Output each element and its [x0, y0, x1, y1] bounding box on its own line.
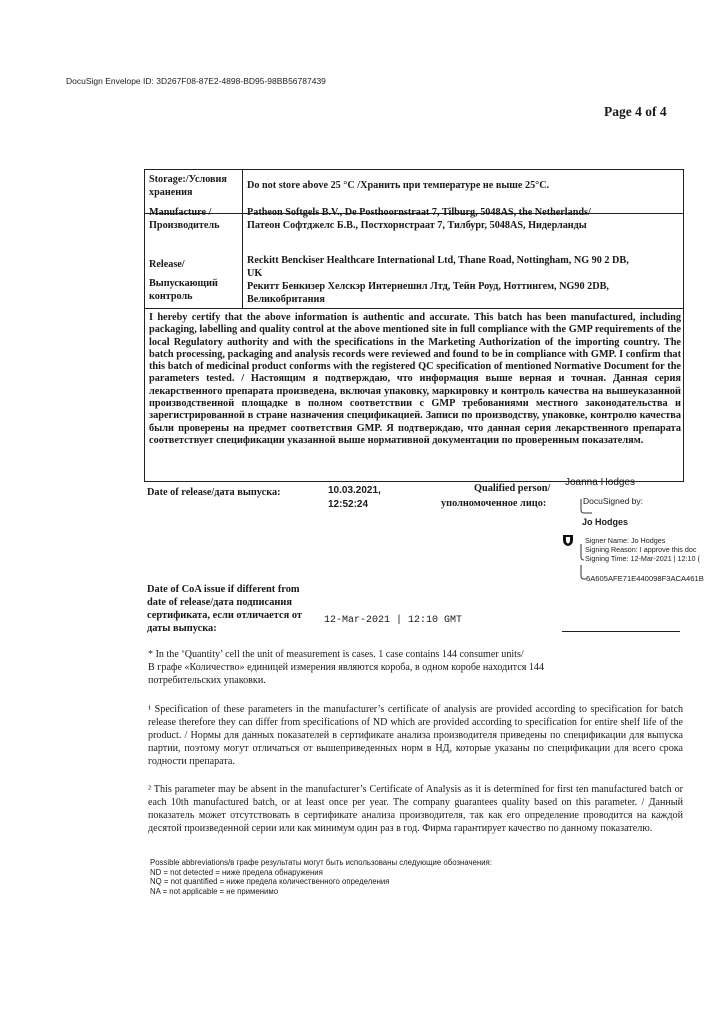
quantity-note: * In the ‘Quantity’ cell the unit of measurement is cases. 1 case contains 144 consumer units/ В графе «Количество» единицей измерения являются короба, в одном коробе находится 144 потребительских упаковки. — [148, 649, 544, 686]
abbreviations-legend: Possible abbreviations/в графе результаты могут быть использованы следующие обозначения: ND = not detected = ниже предела обнаружения NQ = not quantified = ниже предела количественного определения NA = not applicable = не применимо — [150, 858, 492, 896]
release-label: Release/ Выпускающий контроль — [149, 259, 218, 302]
table-column-divider — [242, 170, 243, 308]
release-value: Reckitt Benckiser Healthcare International Ltd, Thane Road, Nottingham, NG 90 2 DB, UK Рекитт Бенкизер Хелскэр Интернешнл Лтд, Тейн Роуд, Ноттингем, NG90 2DB, Великобритания — [247, 255, 629, 305]
storage-label: Storage:/Условия хранения — [149, 174, 227, 198]
release-date-value: 10.03.2021, 12:52:24 — [328, 485, 381, 510]
page-number: Page 4 of 4 — [604, 104, 667, 119]
storage-value: Do not store above 25 °C /Хранить при температуре не выше 25°C. — [247, 180, 550, 191]
signer-details: Signer Name: Jo Hodges Signing Reason: I approve this doc Signing Time: 12-Mar-2021 | 12:10 ( — [585, 536, 700, 563]
docusign-shield-icon — [562, 534, 574, 547]
qualified-person-name: Joanna Hodges — [565, 477, 636, 488]
docusign-hash: 6A605AFE71E440098F3ACA461B — [586, 574, 704, 583]
docusign-envelope-id: DocuSign Envelope ID: 3D267F08-87E2-4898-BD95-98BB56787439 — [66, 76, 326, 86]
footnote-1: ¹ Specification of these parameters in the manufacturer’s certificate of analysis are provided according to specification for batch release therefore they can differ from specifications of ND which are provided according to specification for entire shelf life of the product. / Нормы для данных показателей в сертификате анализа производителя приведены по спецификации для выпуска партии, поэтому могут отличаться от вышеприведенных норм в НД, которые указаны по спецификации для всего срока годности препарата. — [148, 704, 683, 767]
docusigned-by-label: DocuSigned by: — [583, 496, 644, 506]
manufacture-value: Patheon Softgels B.V., De Posthoornstraat 7, Tilburg, 5048AS, the Netherlands/ Патеон Софтджелс Б.В., Постхорнстраат 7, Тилбург, 5048AS, Нидерланды — [247, 207, 591, 231]
certification-statement: I hereby certify that the above information is authentic and accurate. This batch has been manufactured, including packaging, labelling and quality control at the above mentioned site in full compliance with the GMP requirements of the local Regulatory authority and with the specifications in the Marketing Authorization of the importing country. The batch processing, packaging and analysis records were reviewed and found to be in compliance with GMP. I confirm that this batch of medicinal product conforms with the registered QC specification of mentioned Normative Document for the parameters tested. / Настоящим я подтверждаю, что информация выше верная и точная. Данная серия лекарственного препарата произведена, включая упаковку, маркировку и контроль качества на вышеуказанной производственной площадке в полном соответствии с GMP требованиями местного законодательства и зарегистрированной в стране назначения спецификацией. Записи по производству, упаковке, контролю качества были проверены на предмет соответствия GMP. Я подтверждаю, что данная серия лекарственного препарата соответствует спецификации указанной выше нормативной документации по проверенным показателям. — [149, 312, 681, 446]
signature-underline — [562, 631, 680, 632]
table-divider — [145, 308, 683, 309]
release-date-label: Date of release/дата выпуска: — [147, 487, 281, 498]
docusign-signature-block — [572, 494, 722, 594]
qualified-person-label-en: Qualified person/ — [474, 483, 551, 494]
coa-date-value: 12-Mar-2021 | 12:10 GMT — [324, 615, 463, 626]
manufacture-label: Manufacture / Производитель — [149, 207, 220, 231]
certificate-table — [144, 169, 684, 482]
footnote-2: ² This parameter may be absent in the manufacturer’s Certificate of Analysis as it is determined for first ten manufactured batch or each 10th manufactured batch, or at least once per year. The company guarantees quality based on this parameter. / Данный показатель может отсутствовать в сертификате анализа производителя, так как его определение проводится на каждой десятой произведенной серии или как минимум один раз в год. Фирма гарантирует качество по данному показателю. — [148, 784, 683, 834]
signature-image-text: Jo Hodges — [582, 517, 629, 527]
qualified-person-label-ru: уполномоченное лицо: — [441, 498, 547, 509]
coa-date-label: Date of CoA issue if different from date of release/дата подписания сертификата, если отличается от даты выпуска: — [147, 584, 303, 634]
